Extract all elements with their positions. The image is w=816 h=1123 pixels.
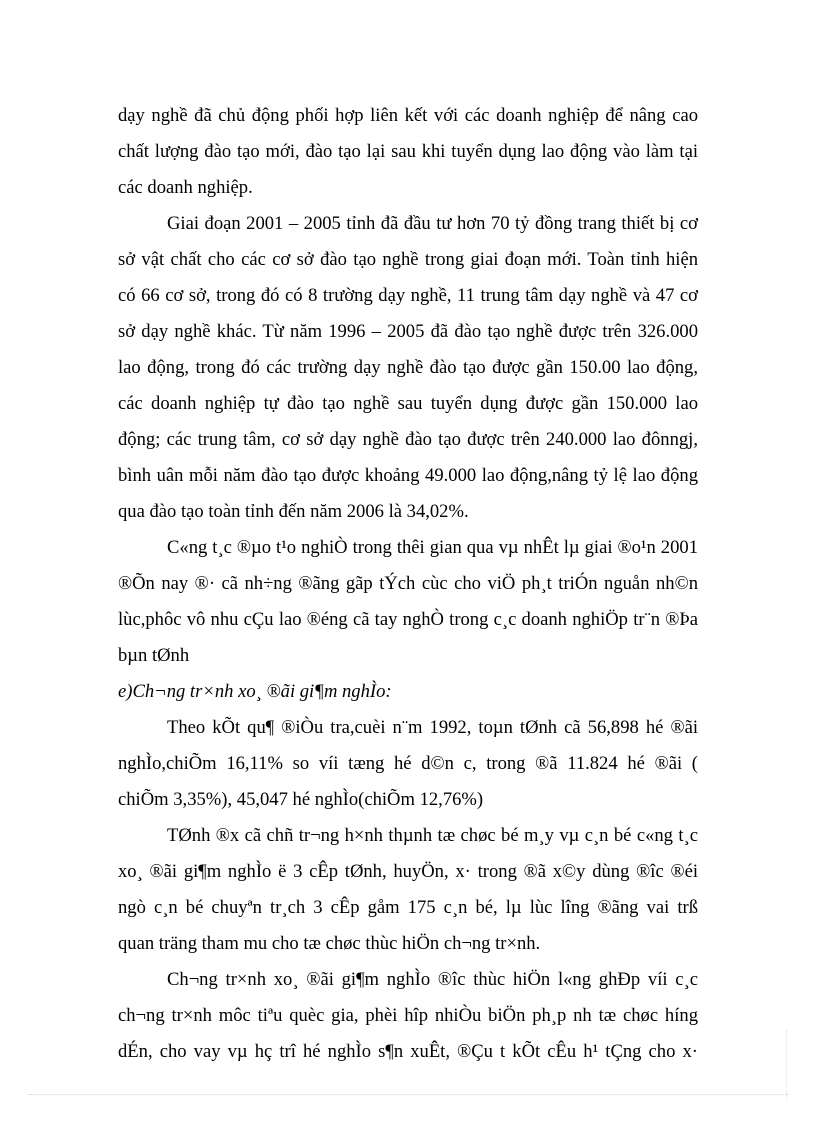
text-line: dạy nghề đã chủ động phối hợp liên kết với các doanh nghiệp để nâng cao	[118, 105, 698, 126]
text-line: động; các trung tâm, cơ sở dạy nghề đào tạo được trên 240.000 lao đônngj,	[118, 429, 698, 450]
text-line: sở vật chất cho các cơ sở đào tạo nghề trong giai đoạn mới. Toàn tỉnh hiện	[118, 249, 698, 270]
text-line: ch¬ng tr×nh môc tiªu quèc gia, phèi hîp nhiÒu biÖn ph¸p nh tæ chøc híng	[118, 1005, 698, 1026]
document-body	[118, 98, 698, 1070]
page-bottom-divider	[28, 1094, 788, 1095]
text-line: Giai đoạn 2001 – 2005 tỉnh đã đầu tư hơn 70 tỷ đồng trang thiết bị cơ	[167, 213, 698, 234]
text-line: sở dạy nghề khác. Từ năm 1996 – 2005 đã đào tạo nghề được trên 326.000	[118, 321, 698, 342]
text-line: lao động, trong đó các trường dạy nghề đào tạo được gần 150.00 lao động,	[118, 357, 698, 378]
text-line: TØnh ®x cã chñ tr¬ng h×nh thµnh tæ chøc bé m¸y vµ c¸n bé c«ng t¸c	[167, 825, 698, 846]
text-line: xo¸ ®ãi gi¶m nghÌo ë 3 cÊp tØnh, huyÖn, x· trong ®ã x©y dùng ®îc ®éi	[118, 861, 698, 882]
text-line: qua đào tạo toàn tỉnh đến năm 2006 là 34,02%.	[118, 501, 469, 522]
section-heading: e)Ch¬ng tr×nh xo¸ ®ãi gi¶m nghÌo:	[118, 681, 392, 702]
text-line: các doanh nghiệp.	[118, 177, 253, 198]
text-line: nghÌo,chiÕm 16,11% so víi tæng hé d©n c, trong ®ã 11.824 hé ®ãi (	[118, 753, 698, 774]
text-line: bình uân mỗi năm đào tạo được khoảng 49.000 lao động,nâng tỷ lệ lao động	[118, 465, 698, 486]
text-line: ngò c¸n bé chuyªn tr¸ch 3 cÊp gåm 175 c¸n bé, lµ lùc lîng ®ãng vai trß	[118, 897, 698, 918]
text-line: lùc,phôc vô nhu cÇu lao ®éng cã tay nghÒ trong c¸c doanh nghiÖp tr¨n ®Þa	[118, 609, 698, 630]
text-line: chiÕm 3,35%), 45,047 hé nghÌo(chiÕm 12,76%)	[118, 789, 484, 810]
text-line: ®Õn nay ®· cã nh÷ng ®ãng gãp tÝch cùc cho viÖ ph¸t triÓn nguån nh©n	[118, 573, 698, 594]
text-line: C«ng t¸c ®µo t¹o nghiÒ trong thêi gian qua vµ nhÊt lµ giai ®o¹n 2001	[167, 537, 698, 558]
text-line: dÉn, cho vay vµ hç trî hé nghÌo s¶n xuÊt, ®Çu t kÕt cÊu h¹ tÇng cho x·	[118, 1041, 698, 1062]
text-line: chất lượng đào tạo mới, đào tạo lại sau khi tuyển dụng lao động vào làm tại	[118, 141, 698, 162]
text-line: bµn tØnh	[118, 645, 190, 666]
text-line: Ch¬ng tr×nh xo¸ ®ãi gi¶m nghÌo ®îc thùc hiÖn l«ng ghÐp víi c¸c	[167, 969, 698, 990]
text-line: Theo kÕt qu¶ ®iÒu tra,cuèi n¨m 1992, toµn tØnh cã 56,898 hé ®ãi	[167, 717, 698, 738]
text-line: quan träng tham mu cho tæ chøc thùc hiÖn ch¬ng tr×nh.	[118, 933, 541, 954]
text-line: có 66 cơ sở, trong đó có 8 trường dạy nghề, 11 trung tâm dạy nghề và 47 cơ	[118, 285, 698, 306]
text-line: các doanh nghiệp tự đào tạo nghề sau tuyển dụng được gần 150.000 lao	[118, 393, 698, 414]
page-edge-divider	[786, 1030, 787, 1100]
